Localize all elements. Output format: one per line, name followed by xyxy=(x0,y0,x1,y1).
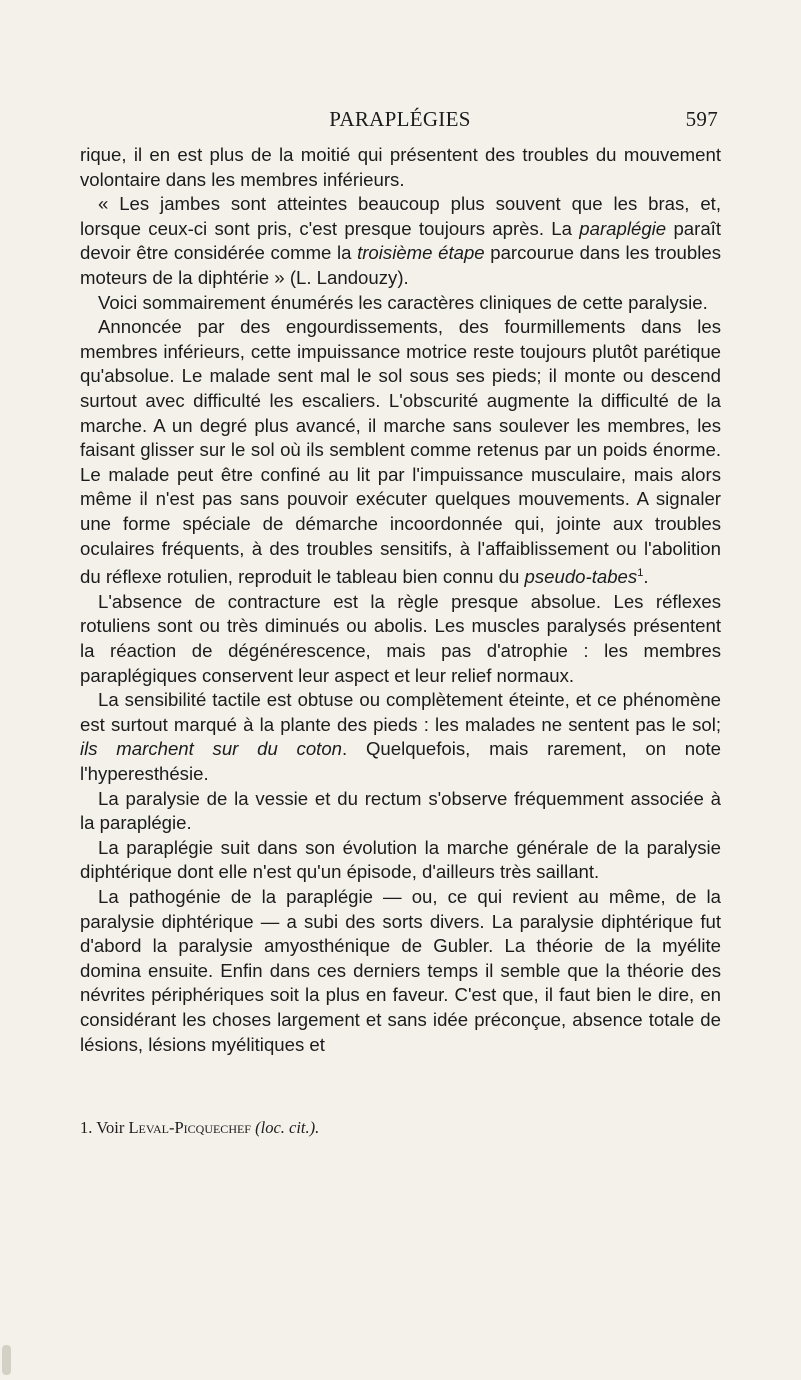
page-number: 597 xyxy=(685,107,718,131)
paragraph-8: La paraplégie suit dans son évolution la marche générale de la paralysie diphtérique dont elle n'est qu'un épisode, d'ailleurs très saillant. xyxy=(80,836,721,883)
body-text xyxy=(80,143,721,1057)
paragraph-1: rique, il en est plus de la moitié qui présentent des troubles du mouvement volontaire dans les membres inférieurs. xyxy=(80,144,721,190)
footnote-author: Leval-Picquechef xyxy=(128,1118,251,1137)
paragraph-3: Voici sommairement énumérés les caractères cliniques de cette paralysie. xyxy=(98,291,708,313)
paragraph-4-text: Annoncée par des engourdissements, des fourmillements dans les membres inférieurs, cette impuissance motrice reste toujours plutôt parétique qu'absolue. Le malade sent mal le sol sous ses pieds; il monte ou descend surtout avec difficulté les escaliers. L'obscurité augmente la difficulté de la marche. A un degré plus avancé, il marche sans soulever les membres, les faisant glisser sur le sol où ils semblent comme retenus par un poids énorme. Le malade peut être confiné au lit par l'impuissance musculaire, mais alors même il n'est pas sans pouvoir exécuter quelques mouvements. A signaler une forme spéciale de démarche incoordonnée qui, jointe aux troubles oculaires fréquents, à des troubles sensitifs, à l'affaiblissement ou l'abolition du réflexe rotulien, reproduit le tableau bien connu du xyxy=(80,316,721,588)
paragraph-4 xyxy=(80,315,721,590)
paragraph-9: La pathogénie de la paraplégie — ou, ce qui revient au même, de la paralysie diphtérique — a subi des sorts divers. La paralysie diphtérique fut d'abord la paralysie amyosthénique de Gubler. La théorie de la myélite domina ensuite. Enfin dans ces derniers temps il semble que la théorie des névrites périphériques soit la plus en faveur. C'est que, il faut bien le dire, en considérant les choses largement et sans idée préconçue, absence totale de lésions, lésions myélitiques et xyxy=(80,886,721,1055)
paragraph-2-emphasis-1: paraplégie xyxy=(579,217,667,239)
footnote-number: 1. xyxy=(80,1118,93,1137)
paragraph-2-emphasis-2: troisième étape xyxy=(357,242,485,264)
running-title: PARAPLÉGIES xyxy=(329,107,471,131)
paragraph-6-text-b: . Quelquefois, mais rarement, on note l'hyperesthésie. xyxy=(80,738,721,785)
paragraph-4-emphasis: pseudo-tabes xyxy=(524,566,638,588)
paragraph-7: La paralysie de la vessie et du rectum s'observe fréquemment associée à la paraplégie. xyxy=(80,787,721,834)
paragraph-2-text-a: « Les jambes sont atteintes beaucoup plus souvent que les bras, et, lorsque ceux-ci sont pris, c'est presque toujours après. La xyxy=(80,193,721,239)
paragraph-2 xyxy=(80,192,721,290)
paper-stain xyxy=(2,1345,11,1375)
footnote xyxy=(80,1118,720,1138)
paragraph-2-text-c: parcourue dans les troubles moteurs de la diphtérie » (L. Landouzy). xyxy=(80,242,722,288)
running-header xyxy=(80,107,720,137)
paragraph-2-text-b: paraît devoir être considérée comme la xyxy=(80,217,721,264)
footnote-reference: 1 xyxy=(637,567,644,580)
paragraph-6-text-a: La sensibilité tactile est obtuse ou complètement éteinte, et ce phénomène est surtout marqué à la plante des pieds : les malades ne sentent pas le sol; xyxy=(80,689,721,735)
footnote-text: Voir xyxy=(96,1118,125,1137)
paragraph-5: L'absence de contracture est la règle presque absolue. Les réflexes rotuliens sont ou très diminués ou abolis. Les muscles paralysés présentent la réaction de dégénérescence, mais pas d'atrophie : les membres paraplégiques conservent leur aspect et leur relief normaux. xyxy=(80,590,721,686)
paragraph-6 xyxy=(80,688,721,786)
footnote-reference-citation: (loc. cit.). xyxy=(255,1118,320,1137)
paragraph-4-end: . xyxy=(643,566,649,588)
paragraph-6-emphasis: ils marchent sur du coton xyxy=(80,738,343,760)
